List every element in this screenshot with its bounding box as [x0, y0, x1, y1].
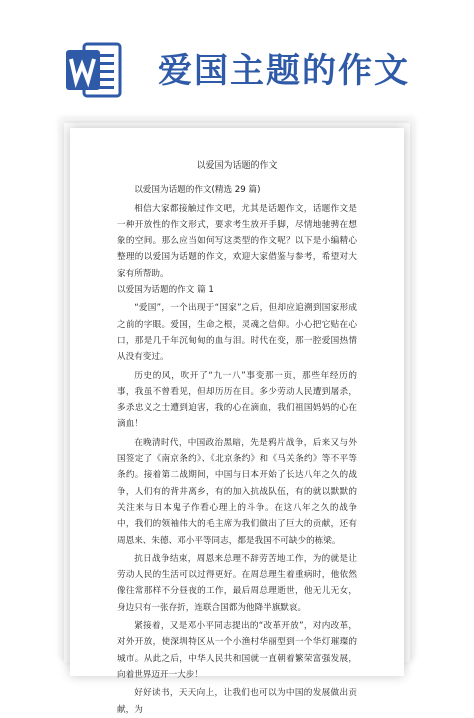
word-icon: [66, 40, 122, 100]
body-paragraph: 历史的风，吹开了“九一八”事变那一页，那些年经历的事，我虽不曾看见，但却历历在目。多少劳动人民遭到屠杀，多杀忠义之士遭到迫害，我的心在滴血，我们祖国妈妈的心在滴血！: [117, 370, 357, 430]
page-header: [0, 0, 474, 125]
body-paragraph: 抗日战争结束，周恩来总理不辞劳苦地工作，为的就是让劳动人民的生活可以过得更好。在周总理生着重病时，他依然像往常那样不分昼夜的工作，最后周总理逝世，他无儿无女，身边只有一张存折，连联合国都为他降半旗默哀。: [117, 553, 357, 613]
document-subtitle: 以爱国为话题的作文(精选 29 篇): [134, 185, 261, 196]
body-paragraph: 好好读书，天天向上，让我们也可以为中国的发展做出贡献，为: [117, 688, 357, 715]
document-body: [117, 158, 357, 718]
document-title: 以爱国为话题的作文: [196, 161, 278, 171]
body-paragraph: 在晚清时代，中国政治黑暗，先是鸦片战争，后来又与外国签定了《南京条约》、《北京条约》和《马关条约》等不平等条约。接着第二战期间，中国与日本开始了长达八年之久的战争，人们有的背井离乡，有的加入抗战队伍，有的就以默默的关注来与日本鬼子作看心理上的斗争。在这八年之久的战争中，我们的领袖伟大的毛主席为我们做出了巨大的贡献，还有周恩来、朱德、邓小平等同志，都是我国不可缺少的栋梁。: [117, 437, 357, 546]
page-title: 爱国主题的作文: [158, 51, 410, 91]
intro-paragraph: 相信大家都接触过作文吧，尤其是话题作文，话题作文是一种开放性的作文形式，要求考生放开手脚，尽情地驰骋在想象的空间。那么应当如何写这类型的作文呢？以下是小编精心整理的以爱国为话题的作文，欢迎大家借鉴与参考，希望对大家有所帮助。: [117, 203, 357, 279]
section-heading: 以爱国为话题的作文 篇 1: [117, 285, 214, 296]
body-paragraph: “爱国”，一个出现于“国家”之后，但却应追溯到国家形成之前的字眼。爱国，生命之根，灵魂之信仰。小心把它贴在心口，那是几千年沉甸甸的血与泪。时代在变，那一腔爱国热情从没有变过。: [117, 303, 357, 363]
body-paragraph: 紧接着，又是邓小平同志提出的“改革开放”，对内改革，对外开放，使深圳特区从一个小渔村华丽型到一个华灯璀璨的城市。从此之后，中华人民共和国就一直朝着繁荣富强发展，向着世界迈开一大步！: [117, 621, 357, 680]
